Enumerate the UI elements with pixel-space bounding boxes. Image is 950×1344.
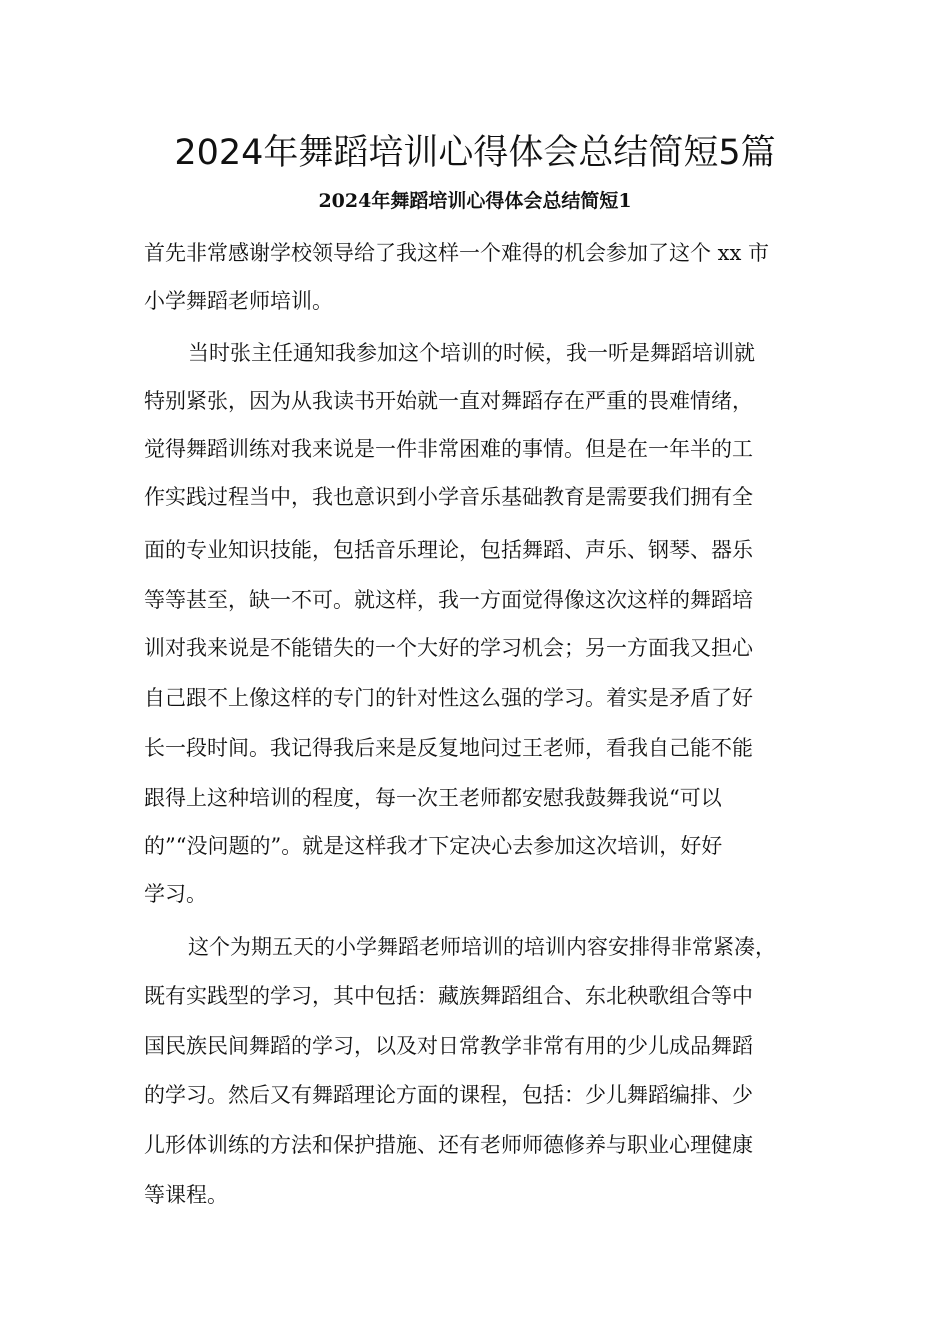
paragraph-1-line-2: 小学舞蹈老师培训。 [144,289,333,313]
paragraph-2-line-10: 跟得上这种培训的程度，每一次王老师都安慰我鼓舞我说“可以 [144,786,722,810]
document-title: 2024年舞蹈培训心得体会总结简短5篇 [174,133,776,173]
paragraph-2-line-2: 特别紧张，因为从我读书开始就一直对舞蹈存在严重的畏难情绪， [144,389,753,413]
paragraph-2-line-3: 觉得舞蹈训练对我来说是一件非常困难的事情。但是在一年半的工 [144,437,753,461]
paragraph-3-line-4: 的学习。然后又有舞蹈理论方面的课程，包括：少儿舞蹈编排、少 [144,1083,753,1107]
paragraph-2-line-5: 面的专业知识技能，包括音乐理论，包括舞蹈、声乐、钢琴、器乐 [144,538,753,562]
paragraph-3-line-6: 等课程。 [144,1183,228,1207]
paragraph-2-line-4: 作实践过程当中，我也意识到小学音乐基础教育是需要我们拥有全 [144,485,753,509]
paragraph-1-line-1: 首先非常感谢学校领导给了我这样一个难得的机会参加了这个 xx 市 [144,241,770,265]
paragraph-3-line-5: 儿形体训练的方法和保护措施、还有老师师德修养与职业心理健康 [144,1133,753,1157]
paragraph-2-line-9: 长一段时间。我记得我后来是反复地问过王老师，看我自己能不能 [144,736,753,760]
paragraph-2-line-11: 的”“没问题的”。就是这样我才下定决心去参加这次培训，好好 [144,834,723,858]
paragraph-3-line-1: 这个为期五天的小学舞蹈老师培训的培训内容安排得非常紧凑， [188,935,776,959]
document-subtitle: 2024年舞蹈培训心得体会总结简短1 [318,190,632,212]
paragraph-2-line-8: 自己跟不上像这样的专门的针对性这么强的学习。着实是矛盾了好 [144,686,753,710]
paragraph-3-line-2: 既有实践型的学习，其中包括：藏族舞蹈组合、东北秧歌组合等中 [144,984,753,1008]
paragraph-2-line-12: 学习。 [144,882,207,906]
paragraph-2-line-7: 训对我来说是不能错失的一个大好的学习机会；另一方面我又担心 [144,636,753,660]
paragraph-3-line-3: 国民族民间舞蹈的学习，以及对日常教学非常有用的少儿成品舞蹈 [144,1034,753,1058]
paragraph-2-line-1: 当时张主任通知我参加这个培训的时候，我一听是舞蹈培训就 [188,341,755,365]
paragraph-2-line-6: 等等甚至，缺一不可。就这样，我一方面觉得像这次这样的舞蹈培 [144,588,753,612]
